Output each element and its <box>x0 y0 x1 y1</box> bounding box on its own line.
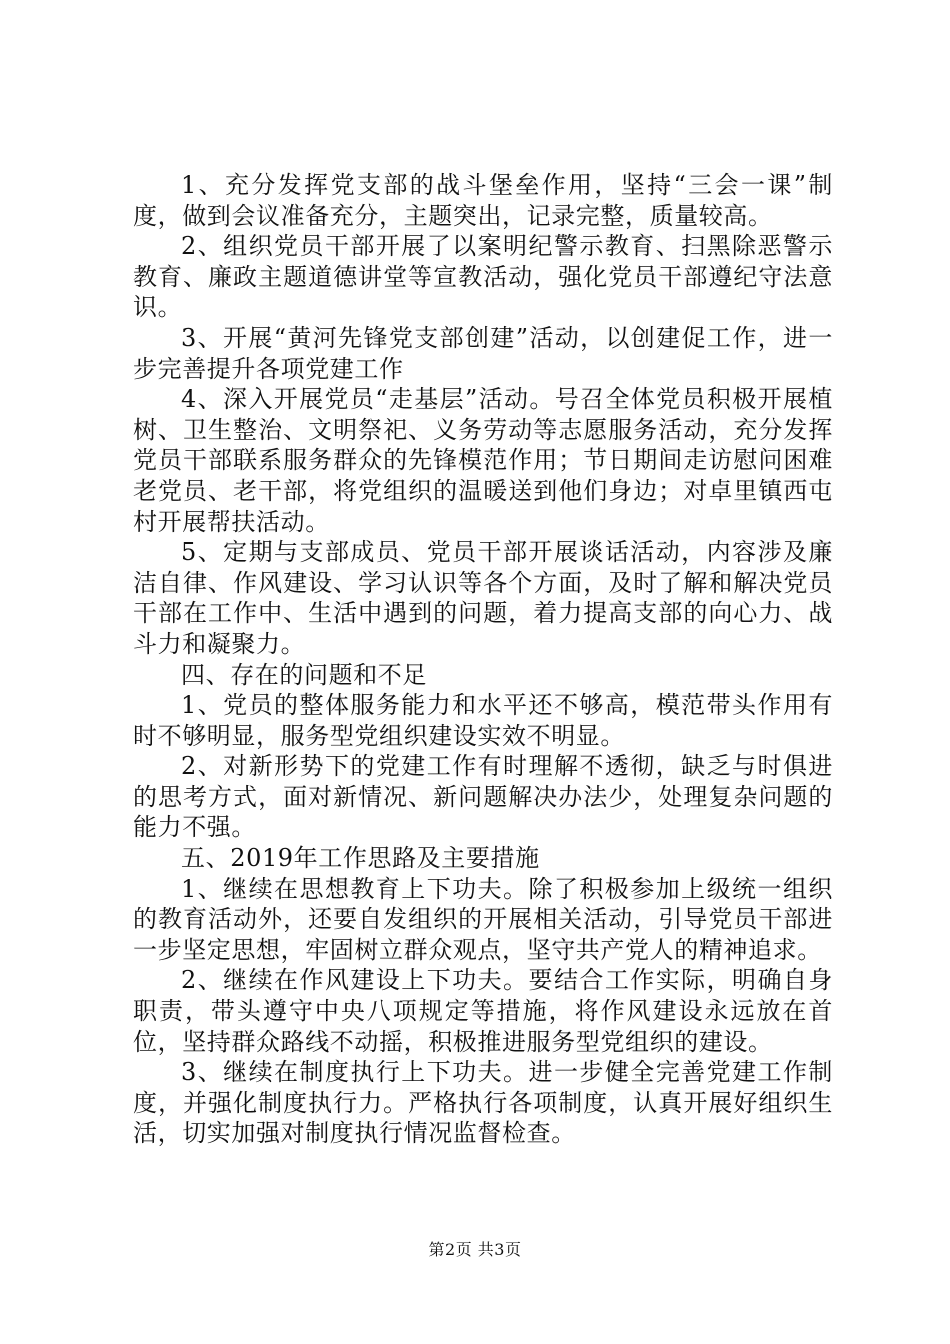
paragraph-plan-2: 2、继续在作风建设上下功夫。要结合工作实际，明确自身职责，带头遵守中央八项规定等措施，将作风建设永远放在首位，坚持群众路线不动摇，积极推进服务型党组织的建设。 <box>133 966 833 1056</box>
paragraph-plan-3: 3、继续在制度执行上下功夫。进一步健全完善党建工作制度，并强化制度执行力。严格执行各项制度，认真开展好组织生活，切实加强对制度执行情况监督检查。 <box>133 1058 833 1148</box>
section-heading-problems: 四、存在的问题和不足 <box>181 660 427 689</box>
paragraph-problem-1: 1、党员的整体服务能力和水平还不够高，模范带头作用有时不够明显，服务型党组织建设实效不明显。 <box>133 691 833 750</box>
paragraph-1: 1、充分发挥党支部的战斗堡垒作用，坚持“三会一课”制度，做到会议准备充分，主题突出，记录完整，质量较高。 <box>133 171 833 230</box>
paragraph-2: 2、组织党员干部开展了以案明纪警示教育、扫黑除恶警示教育、廉政主题道德讲堂等宣教活动，强化党员干部遵纪守法意识。 <box>133 232 833 322</box>
paragraph-plan-1: 1、继续在思想教育上下功夫。除了积极参加上级统一组织的教育活动外，还要自发组织的开展相关活动，引导党员干部进一步坚定思想，牢固树立群众观点，坚守共产党人的精神追求。 <box>133 874 833 964</box>
section-heading-plans: 五、2019年工作思路及主要措施 <box>181 844 540 873</box>
paragraph-4: 4、深入开展党员“走基层”活动。号召全体党员积极开展植树、卫生整治、文明祭祀、义务劳动等志愿服务活动，充分发挥党员干部联系服务群众的先锋模范作用；节日期间走访慰问困难老党员、老干部，将党组织的温暖送到他们身边；对卓里镇西屯村开展帮扶活动。 <box>133 385 833 536</box>
paragraph-problem-2: 2、对新形势下的党建工作有时理解不透彻，缺乏与时俱进的思考方式，面对新情况、新问题解决办法少，处理复杂问题的能力不强。 <box>133 752 833 842</box>
paragraph-5: 5、定期与支部成员、党员干部开展谈话活动，内容涉及廉洁自律、作风建设、学习认识等各个方面，及时了解和解决党员干部在工作中、生活中遇到的问题，着力提高支部的向心力、战斗力和凝聚力。 <box>133 538 833 658</box>
page-footer: 第2页 共3页 <box>428 1240 522 1259</box>
paragraph-3: 3、开展“黄河先锋党支部创建”活动，以创建促工作，进一步完善提升各项党建工作 <box>133 323 833 383</box>
document-body <box>133 170 833 1149</box>
